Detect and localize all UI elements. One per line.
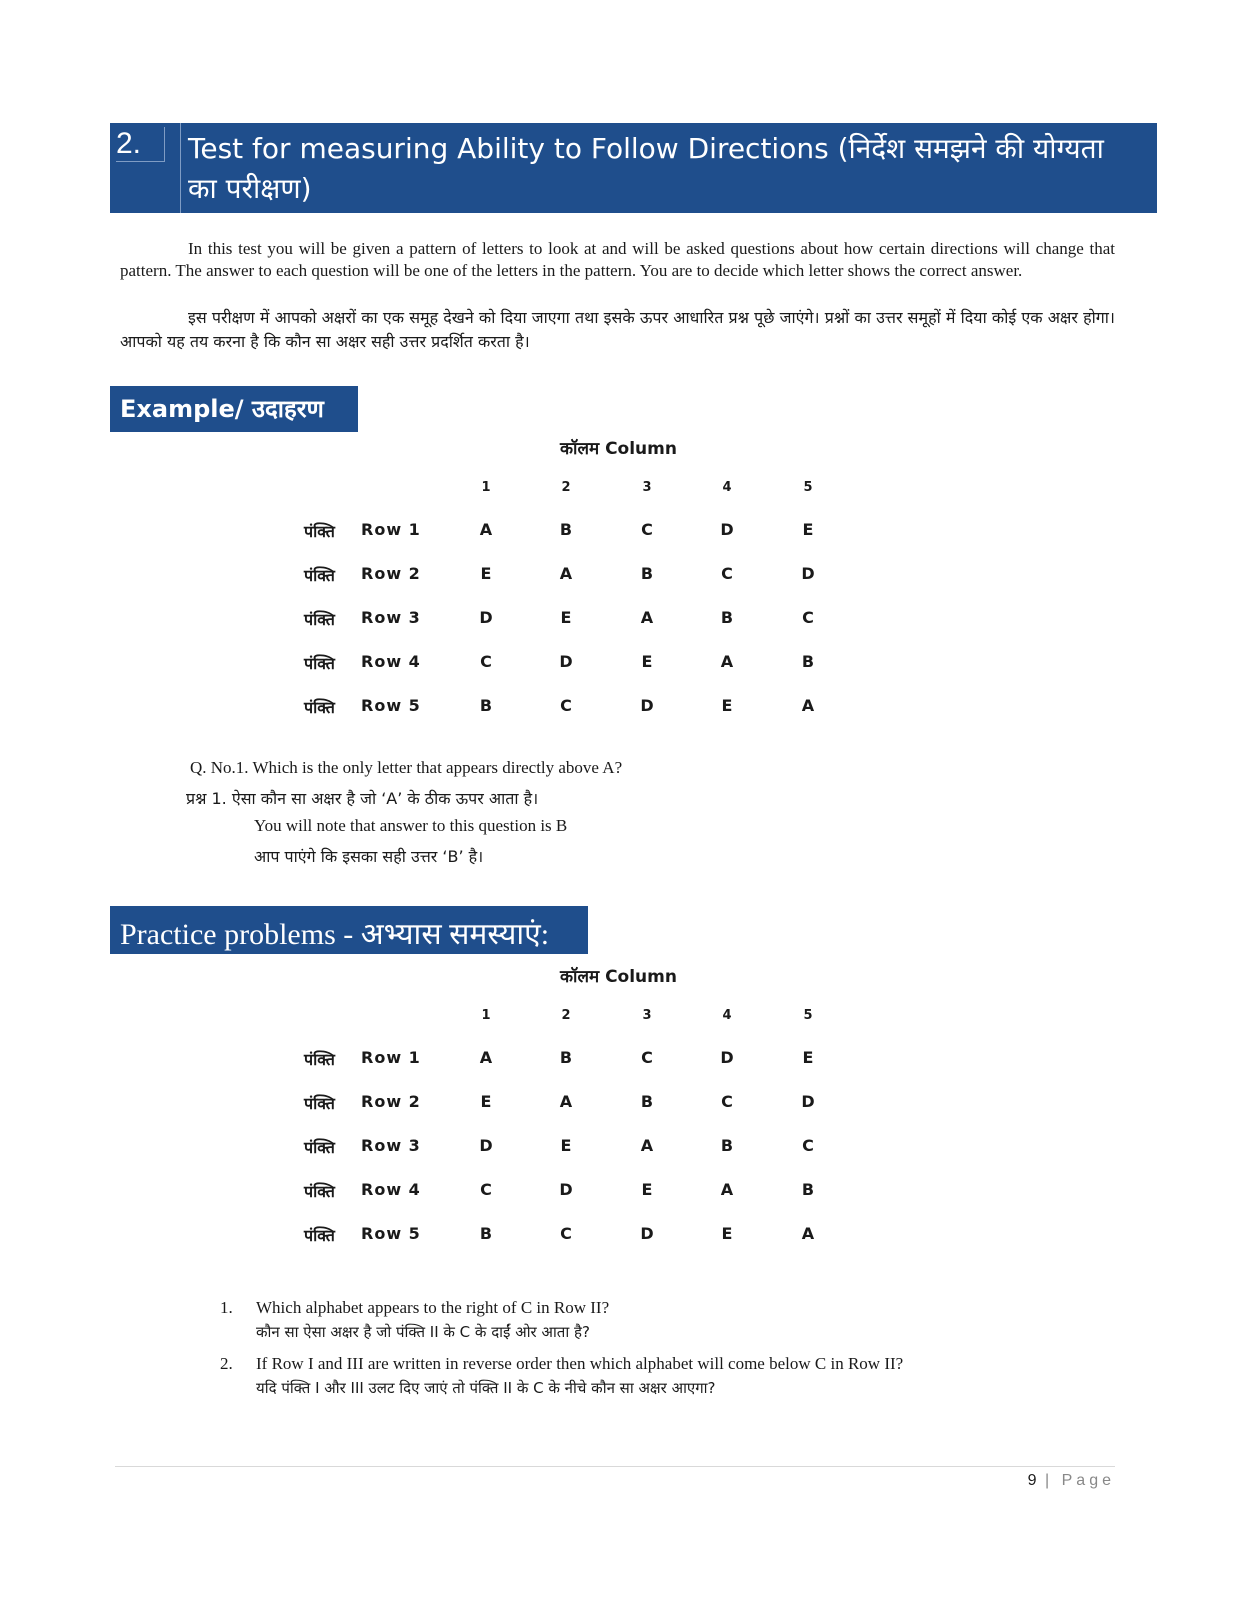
problem-text-hi: यदि पंक्ति I और III उलट दिए जाएं तो पंक्ति II के C के नीचे कौन सा अक्षर आएगा? xyxy=(256,1379,716,1397)
practice-problem xyxy=(220,1352,1120,1400)
grid-cell: A xyxy=(559,564,573,583)
column-number: 5 xyxy=(803,1008,813,1023)
grid-cell: A xyxy=(801,696,815,715)
header-divider xyxy=(180,123,181,213)
row-label: Row 5 xyxy=(361,1224,421,1243)
problem-number: 2. xyxy=(220,1354,233,1373)
grid-cell: B xyxy=(801,1180,815,1199)
row-label: Row 3 xyxy=(361,1136,421,1155)
grid-cell: A xyxy=(720,1180,734,1199)
grid-cell: C xyxy=(480,652,492,671)
grid-cell: D xyxy=(801,564,815,583)
section-number: 2. xyxy=(116,127,165,162)
grid-cell: C xyxy=(721,564,733,583)
grid-cell: E xyxy=(641,1180,653,1199)
grid-cell: D xyxy=(640,1224,654,1243)
grid-cell: D xyxy=(479,608,493,627)
grid-cell: B xyxy=(559,520,573,539)
example-answer-en: You will note that answer to this question is B xyxy=(254,816,568,835)
grid-cell: A xyxy=(720,652,734,671)
row-label-hindi: पंक्ति xyxy=(304,1050,335,1069)
problem-text-en: Which alphabet appears to the right of C in Row II? xyxy=(256,1298,610,1317)
grid-cell: A xyxy=(479,520,493,539)
grid-cell: A xyxy=(559,1092,573,1111)
footer-rule xyxy=(115,1466,1115,1467)
row-label: Row 2 xyxy=(361,1092,421,1111)
intro-hindi-text: इस परीक्षण में आपको अक्षरों का एक समूह देखने को दिया जाएगा तथा इसके ऊपर आधारित प्रश्न पूछे जाएंगे। प्रश्नों का उत्तर समूहों में दिया कोई एक अक्षर होगा। आपको यह तय करना है कि कौन सा अक्षर सही उत्तर प्रदर्शित करता है। xyxy=(120,308,1115,351)
row-label-hindi: पंक्ति xyxy=(304,1094,335,1113)
row-label-hindi: पंक्ति xyxy=(304,1226,335,1245)
row-label-hindi: पंक्ति xyxy=(304,610,335,629)
grid-cell: A xyxy=(479,1048,493,1067)
column-number: 4 xyxy=(722,480,732,495)
row-label: Row 5 xyxy=(361,696,421,715)
column-number: 5 xyxy=(803,480,813,495)
problem-text-hi: कौन सा ऐसा अक्षर है जो पंक्ति II के C के दाईं ओर आता है? xyxy=(256,1323,590,1341)
row-label-hindi: पंक्ति xyxy=(304,566,335,585)
example-question-hi: प्रश्न 1. ऐसा कौन सा अक्षर है जो ‘A’ के ठीक ऊपर आता है। xyxy=(186,789,539,808)
grid-cell: B xyxy=(640,564,654,583)
row-label-hindi: पंक्ति xyxy=(304,1182,335,1201)
grid-cell: E xyxy=(480,1092,492,1111)
grid-cell: E xyxy=(641,652,653,671)
column-number: 1 xyxy=(481,480,491,495)
grid-cell: E xyxy=(802,1048,814,1067)
example-answer-hi: आप पाएंगे कि इसका सही उत्तर ‘B’ है। xyxy=(254,847,484,866)
column-number: 3 xyxy=(642,1008,652,1023)
row-label: Row 3 xyxy=(361,608,421,627)
grid-cell: D xyxy=(640,696,654,715)
section-title: Test for measuring Ability to Follow Directions (निर्देश समझने की योग्यता का परीक्षण) xyxy=(188,132,1104,205)
grid-cell: D xyxy=(720,1048,734,1067)
grid-cell: D xyxy=(559,652,573,671)
row-label: Row 1 xyxy=(361,1048,421,1067)
row-label-hindi: पंक्ति xyxy=(304,698,335,717)
row-label: Row 4 xyxy=(361,652,421,671)
grid-cell: D xyxy=(801,1092,815,1111)
example-heading: Example/ उदाहरण xyxy=(120,395,324,423)
grid-cell: E xyxy=(480,564,492,583)
grid-cell: B xyxy=(720,1136,734,1155)
example-heading-band xyxy=(110,386,358,432)
grid-cell: C xyxy=(560,696,572,715)
grid-cell: A xyxy=(801,1224,815,1243)
intro-english xyxy=(120,238,1115,282)
practice-heading-band xyxy=(110,906,588,954)
problem-text-en: If Row I and III are written in reverse order then which alphabet will come below C in Row II? xyxy=(256,1354,904,1373)
intro-english-text: In this test you will be given a pattern of letters to look at and will be asked questions about how certain directions will change that pattern. The answer to each question will be one of the letters in the pattern. You are to decide which letter shows the correct answer. xyxy=(120,239,1115,280)
section-header xyxy=(110,123,1157,213)
practice-problem-list xyxy=(220,1296,1120,1408)
grid-cell: C xyxy=(802,1136,814,1155)
practice-heading: Practice problems - अभ्यास समस्याएं: xyxy=(120,918,550,951)
grid-cell: B xyxy=(720,608,734,627)
problem-number: 1. xyxy=(220,1298,233,1317)
column-number: 1 xyxy=(481,1008,491,1023)
row-label: Row 4 xyxy=(361,1180,421,1199)
grid-cell: D xyxy=(720,520,734,539)
grid-cell: D xyxy=(479,1136,493,1155)
column-number: 2 xyxy=(561,1008,571,1023)
column-number: 2 xyxy=(561,480,571,495)
row-label-hindi: पंक्ति xyxy=(304,654,335,673)
page-footer xyxy=(1028,1472,1115,1490)
grid-cell: E xyxy=(721,696,733,715)
grid-cell: C xyxy=(560,1224,572,1243)
grid-cell: D xyxy=(559,1180,573,1199)
practice-problem xyxy=(220,1296,1120,1344)
grid-cell: A xyxy=(640,1136,654,1155)
grid-cell: E xyxy=(560,608,572,627)
row-label: Row 2 xyxy=(361,564,421,583)
grid-cell: B xyxy=(479,1224,493,1243)
row-label-hindi: पंक्ति xyxy=(304,522,335,541)
page-label: | Page xyxy=(1045,1472,1115,1489)
example-grid-title: कॉलम Column xyxy=(560,439,677,459)
grid-cell: C xyxy=(641,520,653,539)
row-label: Row 1 xyxy=(361,520,421,539)
grid-cell: C xyxy=(802,608,814,627)
grid-cell: C xyxy=(641,1048,653,1067)
grid-cell: E xyxy=(560,1136,572,1155)
grid-cell: B xyxy=(479,696,493,715)
column-number: 4 xyxy=(722,1008,732,1023)
practice-grid-title: कॉलम Column xyxy=(560,967,677,987)
grid-cell: E xyxy=(802,520,814,539)
grid-cell: E xyxy=(721,1224,733,1243)
page-number: 9 xyxy=(1027,1472,1037,1489)
column-number: 3 xyxy=(642,480,652,495)
intro-hindi xyxy=(120,306,1115,354)
row-label-hindi: पंक्ति xyxy=(304,1138,335,1157)
grid-cell: B xyxy=(640,1092,654,1111)
grid-cell: C xyxy=(480,1180,492,1199)
grid-cell: A xyxy=(640,608,654,627)
grid-cell: B xyxy=(801,652,815,671)
grid-cell: C xyxy=(721,1092,733,1111)
grid-cell: B xyxy=(559,1048,573,1067)
example-question-en: Q. No.1. Which is the only letter that appears directly above A? xyxy=(190,758,623,777)
